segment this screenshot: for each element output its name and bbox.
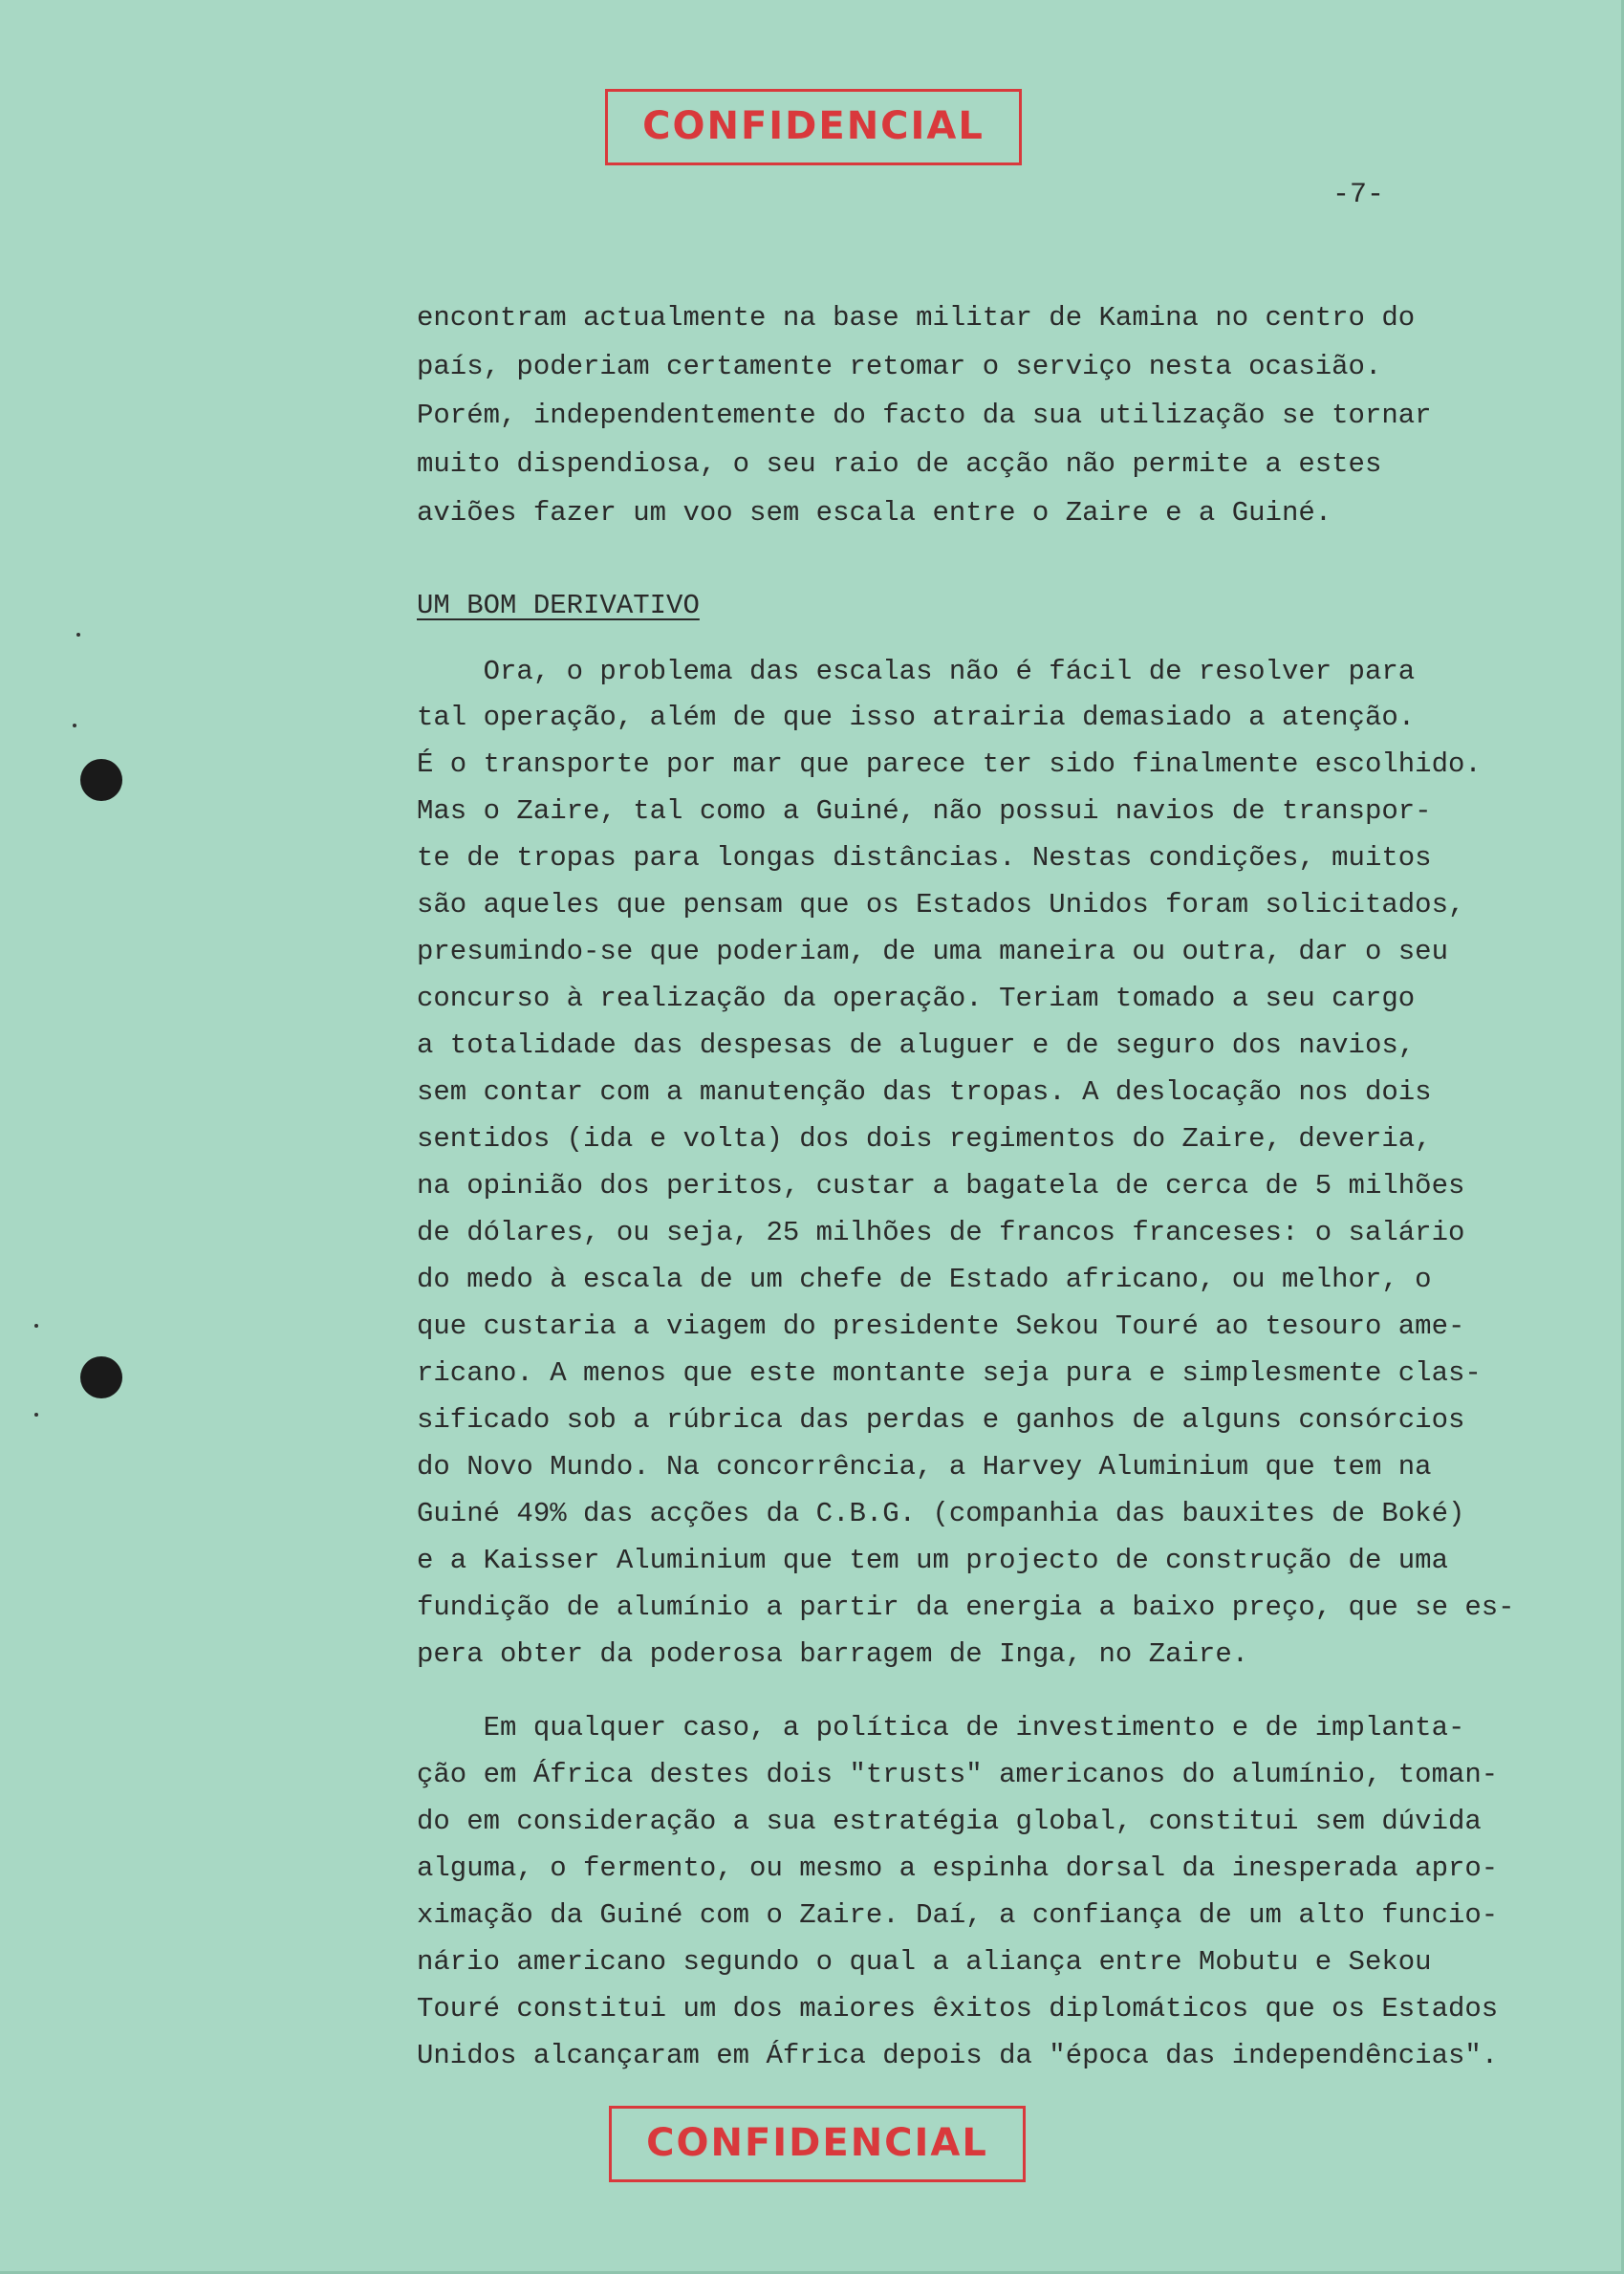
punch-hole-top [80, 759, 122, 801]
body-line: presumindo-se que poderiam, de uma maneira ou outra, dar o seu [417, 936, 1448, 967]
body-line: nário americano segundo o qual a aliança entre Mobutu e Sekou [417, 1946, 1432, 1978]
body-line: sentidos (ida e volta) dos dois regimentos do Zaire, deveria, [417, 1123, 1432, 1155]
body-line: e a Kaisser Aluminium que tem um projecto de construção de uma [417, 1545, 1448, 1576]
body-line: do medo à escala de um chefe de Estado africano, ou melhor, o [417, 1264, 1432, 1295]
body-line: aviões fazer um voo sem escala entre o Zaire e a Guiné. [417, 497, 1332, 529]
body-line: Mas o Zaire, tal como a Guiné, não possui navios de transpor- [417, 795, 1432, 827]
body-line: de dólares, ou seja, 25 milhões de francos franceses: o salário [417, 1217, 1465, 1248]
body-line: que custaria a viagem do presidente Sekou Touré ao tesouro ame- [417, 1310, 1465, 1342]
punch-hole-bottom [80, 1356, 122, 1398]
confidencial-stamp-top: CONFIDENCIAL [605, 89, 1022, 165]
speck [73, 724, 76, 727]
body-line: Ora, o problema das escalas não é fácil de resolver para [417, 656, 1416, 687]
body-line: pera obter da poderosa barragem de Inga, no Zaire. [417, 1638, 1249, 1670]
body-line: Guiné 49% das acções da C.B.G. (companhia das bauxites de Boké) [417, 1498, 1465, 1529]
body-line: sem contar com a manutenção das tropas. A deslocação nos dois [417, 1076, 1432, 1108]
section-heading: UM BOM DERIVATIVO [417, 590, 700, 621]
body-line: país, poderiam certamente retomar o serviço nesta ocasião. [417, 351, 1382, 382]
speck [34, 1413, 38, 1417]
speck [76, 633, 80, 637]
body-line: muito dispendiosa, o seu raio de acção não permite a estes [417, 448, 1382, 480]
body-line: sificado sob a rúbrica das perdas e ganhos de alguns consórcios [417, 1404, 1465, 1436]
body-line: ção em África destes dois "trusts" americanos do alumínio, toman- [417, 1759, 1499, 1790]
body-line: Touré constitui um dos maiores êxitos diplomáticos que os Estados [417, 1993, 1499, 2025]
body-line: concurso à realização da operação. Teriam tomado a seu cargo [417, 983, 1416, 1014]
confidencial-stamp-bottom: CONFIDENCIAL [609, 2106, 1026, 2182]
speck [34, 1324, 38, 1328]
body-line: a totalidade das despesas de aluguer e de seguro dos navios, [417, 1029, 1416, 1061]
body-line: alguma, o fermento, ou mesmo a espinha dorsal da inesperada apro- [417, 1852, 1499, 1884]
body-line: ricano. A menos que este montante seja pura e simplesmente clas- [417, 1357, 1482, 1389]
body-line: te de tropas para longas distâncias. Nestas condições, muitos [417, 842, 1432, 874]
body-line: do em consideração a sua estratégia global, constitui sem dúvida [417, 1806, 1482, 1837]
body-line: ximação da Guiné com o Zaire. Daí, a confiança de um alto funcio- [417, 1899, 1499, 1931]
body-line: É o transporte por mar que parece ter sido finalmente escolhido. [417, 748, 1482, 780]
body-line: encontram actualmente na base militar de Kamina no centro do [417, 302, 1416, 334]
body-line: Em qualquer caso, a política de investimento e de implanta- [417, 1712, 1465, 1743]
body-line: na opinião dos peritos, custar a bagatela de cerca de 5 milhões [417, 1170, 1465, 1202]
body-line: fundição de alumínio a partir da energia a baixo preço, que se es- [417, 1592, 1515, 1623]
body-line: Porém, independentemente do facto da sua utilização se tornar [417, 400, 1432, 431]
body-line: tal operação, além de que isso atrairia demasiado a atenção. [417, 702, 1416, 733]
body-line: são aqueles que pensam que os Estados Unidos foram solicitados, [417, 889, 1465, 920]
body-line: Unidos alcançaram em África depois da "época das independências". [417, 2040, 1499, 2071]
page-number: -7- [1332, 179, 1385, 211]
body-line: do Novo Mundo. Na concorrência, a Harvey Aluminium que tem na [417, 1451, 1432, 1483]
